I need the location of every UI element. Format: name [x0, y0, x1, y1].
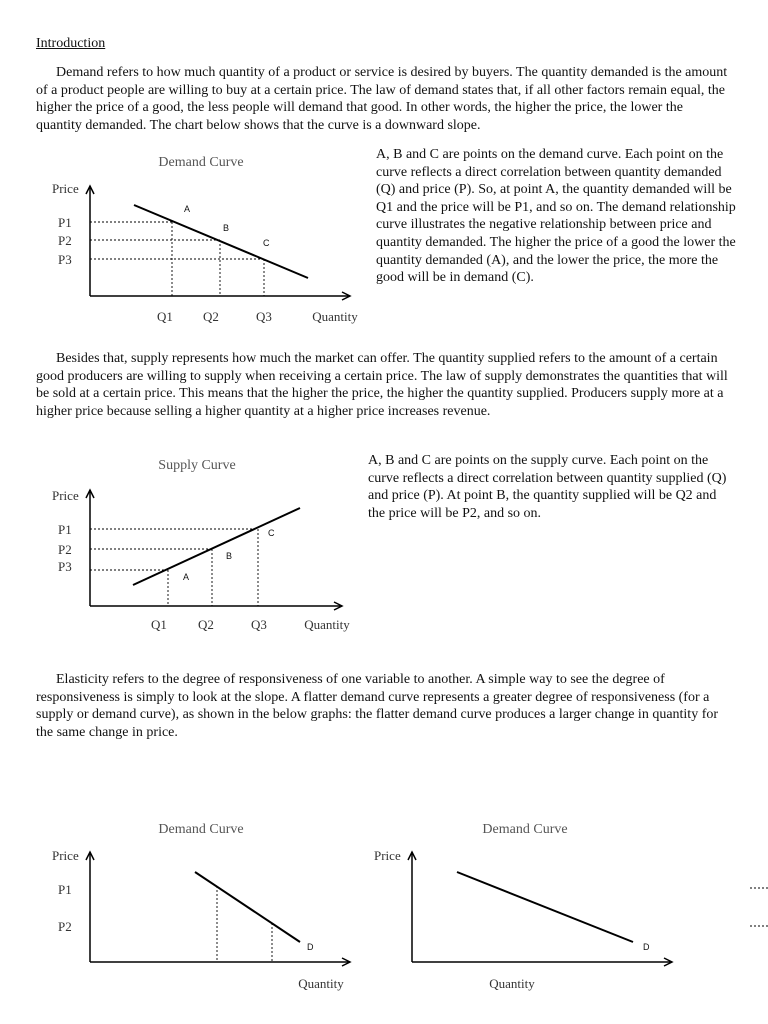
supply-explanation: A, B and C are points on the supply curve. Each point on the curve reflects a direct correlation between quantity supplied (Q) and price (P). At point B, the quantity supplied will be Q2 and the price will be P2, and so on.: [368, 453, 727, 521]
point-label-a: A: [183, 572, 190, 582]
point-label-a: A: [184, 204, 191, 214]
y-axis-label: Price: [52, 488, 79, 503]
y-axis-label: Price: [52, 848, 79, 863]
demand-intro-paragraph: Demand refers to how much quantity of a product or service is desired by buyers. The quantity demanded is the amount of a product people are willing to buy at a certain price. The law of demand states that, if all other factors remain equal, the higher the price of a good, the less people will demand that good. In other words, the higher the price, the lower the quantity demanded. The chart below shows that the curve is a downward slope.: [36, 65, 728, 133]
x-tick-label: Q3: [256, 309, 272, 324]
point-label-b: B: [226, 551, 233, 561]
x-tick-label: Q2: [198, 617, 214, 632]
y-tick-label: P1: [58, 522, 72, 537]
x-axis-label: Quantity: [304, 617, 350, 632]
x-axis-label: Quantity: [489, 976, 535, 991]
chart-title: Demand Curve: [482, 822, 568, 837]
chart-title: Demand Curve: [158, 822, 244, 837]
elasticity-paragraph: Elasticity refers to the degree of responsiveness of one variable to another. A simple way to see the degree of responsiveness is simply to look at the slope. A flatter demand curve represents a greater degree of responsiveness (for a supply or demand curve), as shown in the below graphs: the flatter demand curve produces a larger change in quantity for the same change in price.: [36, 672, 719, 740]
y-tick-label: P1: [58, 882, 72, 897]
y-tick-label: P3: [58, 252, 72, 267]
x-tick-label: Q3: [251, 617, 267, 632]
x-tick-label: Q2: [203, 309, 219, 324]
point-label-c: C: [268, 528, 275, 538]
demand-line-flat: [457, 872, 633, 942]
y-tick-label: P2: [58, 233, 72, 248]
x-tick-label: Q1: [151, 617, 167, 632]
x-axis-label: Quantity: [298, 976, 344, 991]
chart-title: Demand Curve: [158, 155, 244, 170]
supply-intro-paragraph: Besides that, supply represents how much the market can offer. The quantity supplied refers to the amount of a certain good producers are willing to supply when receiving a certain price. The law of supply demonstrates the quantities that will be sold at a certain price. This means that the higher the price, the higher the quantity supplied. Producers supply more at a higher price because selling a higher quantity at a higher price increases revenue.: [36, 351, 728, 419]
y-tick-label: P2: [58, 542, 72, 557]
section-heading: Introduction: [36, 36, 106, 51]
point-label-c: C: [263, 238, 270, 248]
curve-label: D: [307, 942, 314, 952]
y-axis-label: Price: [374, 848, 401, 863]
y-axis-label: Price: [52, 181, 79, 196]
point-label-b: B: [223, 223, 230, 233]
y-tick-label: P1: [58, 215, 72, 230]
curve-label: D: [643, 942, 650, 952]
y-tick-label: P2: [58, 919, 72, 934]
demand-explanation: A, B and C are points on the demand curve. Each point on the curve reflects a direct correlation between quantity demanded (Q) and price (P). So, at point A, the quantity demanded will be Q1 and the price will be P1, and so on. The demand relationship curve illustrates the negative relationship between price and quantity demanded. The higher the price of a good the lower the quantity demanded (A), and the lower the price, the more the good will be in demand (C).: [376, 147, 736, 286]
x-tick-label: Q1: [157, 309, 173, 324]
y-tick-label: P3: [58, 559, 72, 574]
x-axis-label: Quantity: [312, 309, 358, 324]
chart-title: Supply Curve: [158, 458, 236, 473]
